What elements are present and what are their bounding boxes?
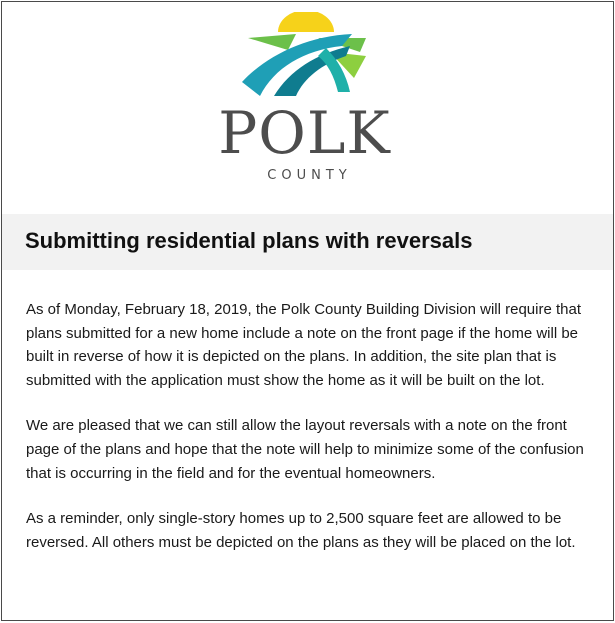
paragraph: We are pleased that we can still allow the layout reversals with a note on the front page of the plans and hope that the note will help to minimize some of the confusion that is occurring in the field and for the eventual homeowners.: [26, 417, 584, 482]
logo-header: [2, 2, 613, 214]
title-band: [2, 214, 613, 270]
bottom-fade: [2, 598, 613, 620]
article-title: Submitting residential plans with reversals: [25, 228, 473, 253]
paragraph: As of Monday, February 18, 2019, the Polk County Building Division will require that plans submitted for a new home include a note on the front page if the home will be built in reverse of how it is depicted on the plans. In addition, the site plan that is submitted with the application must show the home as it will be built on the lot.: [26, 301, 582, 389]
article-body: [26, 298, 596, 576]
polk-county-logo-icon: [234, 12, 380, 96]
email-frame: [1, 1, 614, 621]
logo-subtitle: COUNTY: [267, 168, 352, 183]
paragraph: As a reminder, only single-story homes up to 2,500 square feet are allowed to be reversed. All others must be depicted on the plans as they will be placed on the lot.: [26, 510, 576, 551]
logo-wordmark: POLK: [218, 99, 391, 167]
